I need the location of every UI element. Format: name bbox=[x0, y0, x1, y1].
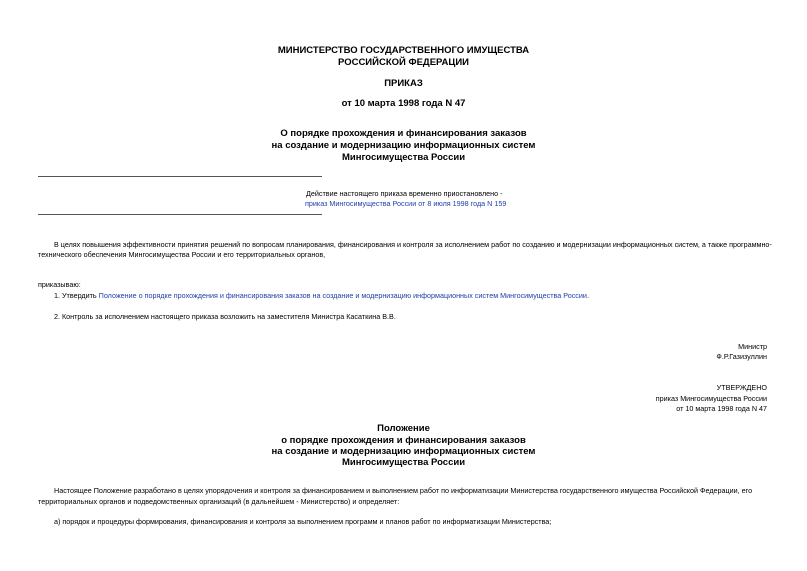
order-title-line1: О порядке прохождения и финансирования заказов bbox=[280, 128, 527, 139]
signature-name: Ф.Р.Газизуллин bbox=[716, 352, 767, 361]
order-title-line2: на создание и модернизацию информационных систем bbox=[271, 140, 536, 151]
ministry-name-line2: РОССИЙСКОЙ ФЕДЕРАЦИИ bbox=[337, 57, 469, 68]
order-item-2: 2. Контроль за исполнением настоящего приказа возложить на заместителя Министра Касаткина В.В. bbox=[54, 312, 396, 321]
regulation-title-line3: на создание и модернизацию информационных систем bbox=[271, 446, 536, 457]
order-date: от 10 марта 1998 года N 47 bbox=[341, 98, 466, 109]
regulation-item-a: а) порядок и процедуры формирования, финансирования и контроля за выполнением программ и планов работ по информатизации Министерства; bbox=[54, 517, 552, 526]
signature-position: Министр bbox=[738, 342, 767, 351]
regulation-title-line1: Положение bbox=[377, 423, 430, 434]
order-title-line3: Мингосимущества России bbox=[341, 152, 466, 163]
regulation-title-line2: о порядке прохождения и финансирования заказов bbox=[281, 435, 526, 446]
regulation-para1-line1: Настоящее Положение разработано в целях упорядочения и контроля за финансированием и выполнением работ по информатизации Министерства государственного имущества Российской Федерации, его bbox=[54, 486, 753, 495]
order-item-1-prefix: 1. Утвердить bbox=[54, 291, 99, 300]
notice-link-wrapper bbox=[305, 198, 506, 209]
approved-line3: от 10 марта 1998 года N 47 bbox=[676, 404, 767, 413]
preamble-line1: В целях повышения эффективности принятия решений по вопросам планирования, финансирования и контроля за исполнением работ по созданию и модернизации информационных систем, а также программно- bbox=[54, 240, 772, 249]
approved-line2: приказ Мингосимущества России bbox=[655, 394, 767, 403]
preamble-line2: технического обеспечения Мингосимущества России и его территориальных органов, bbox=[38, 250, 326, 259]
regulation-link[interactable]: Положение о порядке прохождения и финансирования заказов на создание и модернизацию информационных систем Мингосимущества России bbox=[98, 291, 587, 300]
regulation-title-line4: Мингосимущества России bbox=[341, 457, 466, 468]
notice-text: Действие настоящего приказа временно приостановлено - bbox=[306, 189, 503, 198]
regulation-para1-line2: территориальных органов и подведомственных организаций (в дальнейшем - Министерство) и определяет: bbox=[38, 497, 400, 506]
approved-line1: УТВЕРЖДЕНО bbox=[716, 383, 767, 392]
order-item-1 bbox=[54, 290, 589, 301]
notice-link[interactable]: приказ Мингосимущества России от 8 июля 1998 года N 159 bbox=[305, 199, 507, 208]
notice-bottom-rule bbox=[38, 214, 322, 215]
notice-top-rule bbox=[38, 176, 322, 177]
ministry-name-line1: МИНИСТЕРСТВО ГОСУДАРСТВЕННОГО ИМУЩЕСТВА bbox=[277, 45, 530, 56]
order-item-1-suffix: . bbox=[586, 291, 589, 300]
order-word: ПРИКАЗ bbox=[384, 78, 423, 89]
order-prikazyvayu: приказываю: bbox=[38, 280, 81, 289]
